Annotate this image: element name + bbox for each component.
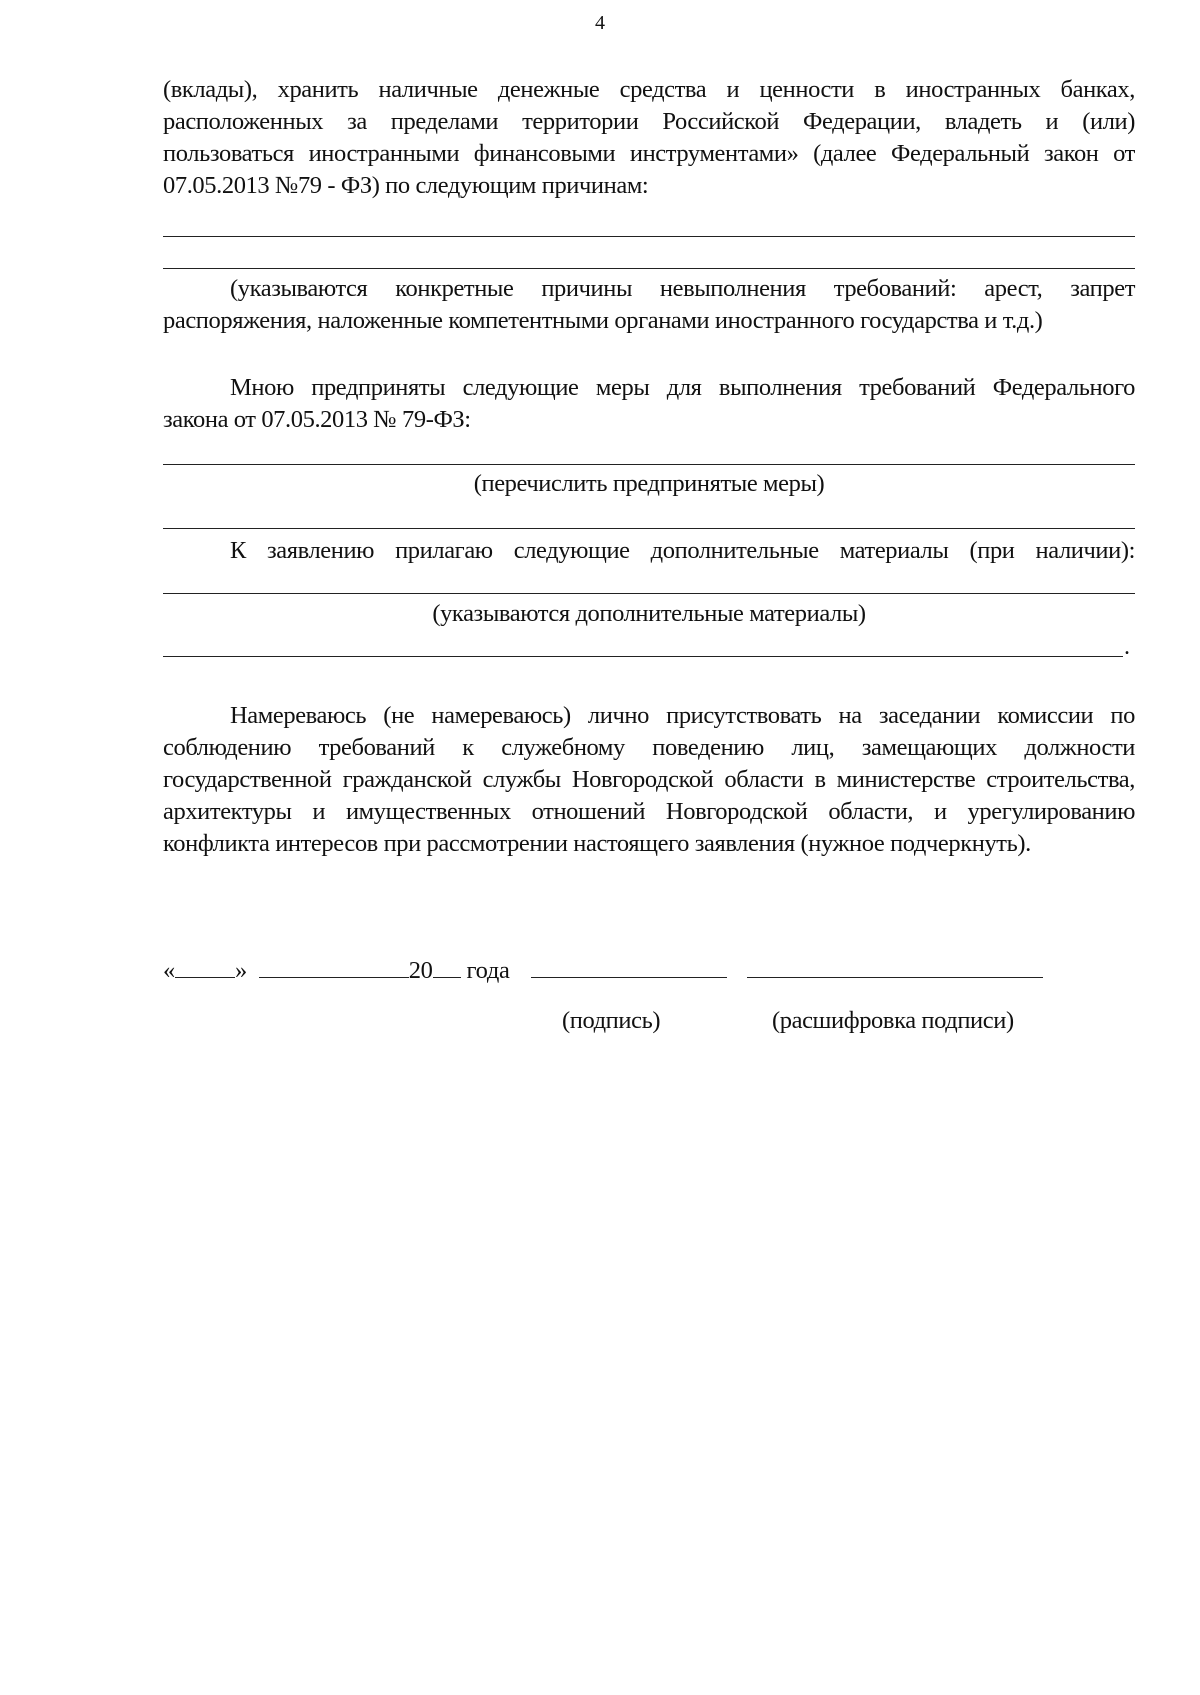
date-year-blank [433, 955, 461, 978]
measures-paragraph [163, 372, 1135, 436]
attachments-blank-line-1 [163, 593, 1135, 594]
attachments-paragraph [163, 535, 1135, 567]
date-close-quote: » [234, 957, 247, 984]
signature-decode-caption: (расшифровка подписи) [772, 1007, 1014, 1034]
attachments-line: К заявлению прилагаю следующие дополнительные материалы (при наличии): [230, 537, 1135, 564]
intro-line-4: 07.05.2013 №79 - ФЗ) по следующим причинам: [163, 172, 649, 199]
intro-line-2: расположенных за пределами территории Российской Федерации, владеть и (или) [163, 108, 1135, 135]
measures-caption: (перечислить предпринятые меры) [473, 470, 825, 497]
intent-line-1: Намереваюсь (не намереваюсь) лично присутствовать на заседании комиссии по [230, 702, 1135, 729]
date-month-blank [259, 955, 409, 978]
intro-paragraph [163, 74, 1135, 202]
attachments-end-dot: . [1124, 634, 1130, 660]
measures-line-2: закона от 07.05.2013 № 79-ФЗ: [163, 406, 471, 433]
intent-line-5: конфликта интересов при рассмотрении настоящего заявления (нужное подчеркнуть). [163, 830, 1031, 857]
intro-line-1: (вклады), хранить наличные денежные средства и ценности в иностранных банках, [163, 76, 1135, 103]
intent-line-4: архитектуры и имущественных отношений Новгородской области, и урегулированию [163, 798, 1135, 825]
measures-blank-line-1 [163, 464, 1135, 465]
date-day-blank [175, 955, 235, 978]
reasons-blank-line-1 [163, 236, 1135, 237]
page-number: 4 [595, 12, 605, 34]
signature-caption: (подпись) [562, 1007, 661, 1034]
measures-blank-line-2 [163, 528, 1135, 529]
intent-paragraph [163, 700, 1135, 860]
measures-line-1: Мною предприняты следующие меры для выполнения требований Федерального [230, 374, 1135, 401]
reasons-hint [163, 273, 1135, 337]
intent-line-3: государственной гражданской службы Новгородской области в министерстве строительства, [163, 766, 1135, 793]
attachments-caption: (указываются дополнительные материалы) [432, 600, 866, 627]
date-year-prefix: 20 [408, 957, 433, 984]
signature-blank [531, 955, 727, 978]
reasons-blank-line-2 [163, 268, 1135, 269]
signature-date-row [163, 955, 1043, 985]
reasons-hint-line-2: распоряжения, наложенные компетентными органами иностранного государства и т.д.) [163, 307, 1043, 334]
date-open-quote: « [163, 957, 175, 984]
date-year-suffix: года [466, 957, 510, 984]
signature-decode-blank [747, 955, 1043, 978]
attachments-blank-line-2 [163, 656, 1123, 657]
intro-line-3: пользоваться иностранными финансовыми инструментами» (далее Федеральный закон от [163, 140, 1135, 167]
reasons-hint-line-1: (указываются конкретные причины невыполнения требований: арест, запрет [230, 275, 1135, 302]
intent-line-2: соблюдению требований к служебному поведению лиц, замещающих должности [163, 734, 1135, 761]
